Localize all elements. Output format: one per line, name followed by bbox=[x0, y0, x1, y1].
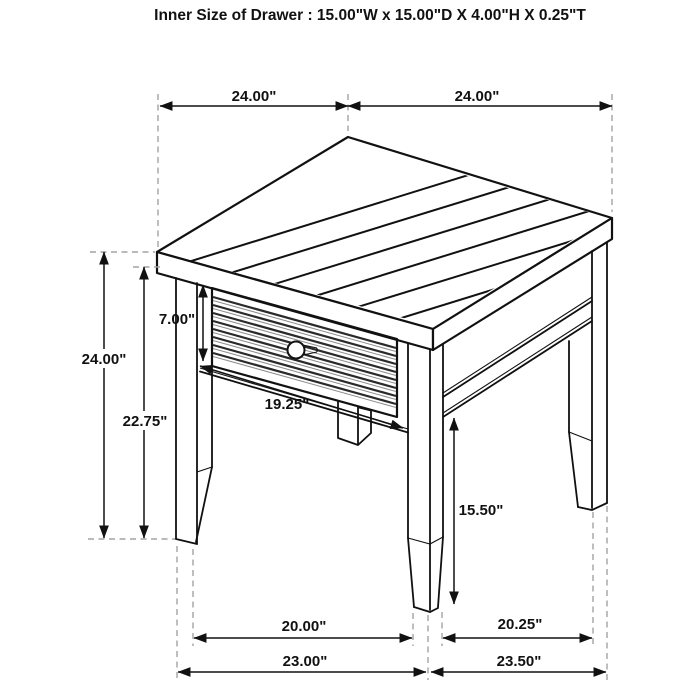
dim-label-side-inner-leg-span: 20.25" bbox=[497, 616, 543, 633]
dim-label-top-depth-right: 24.00" bbox=[454, 88, 500, 105]
dim-label-front-inner-leg-span: 20.00" bbox=[281, 618, 327, 635]
dim-label-underside-height: 22.75" bbox=[122, 413, 168, 430]
dim-label-side-overall-depth: 23.50" bbox=[496, 653, 542, 670]
dim-label-overall-height: 24.00" bbox=[81, 351, 127, 368]
drawer-inner-size-title: Inner Size of Drawer : 15.00"W x 15.00"D X 4.00"H X 0.25"T bbox=[154, 7, 586, 24]
dim-label-floor-to-apron: 15.50" bbox=[458, 502, 504, 519]
dim-label-drawer-face-width: 19.25" bbox=[264, 396, 310, 413]
right-back-leg bbox=[569, 242, 607, 510]
dim-label-drawer-face-height: 7.00" bbox=[158, 311, 196, 328]
dim-label-front-overall-width: 23.00" bbox=[282, 653, 328, 670]
drawer-support-block bbox=[338, 402, 371, 445]
dim-label-top-width-left: 24.00" bbox=[231, 88, 277, 105]
front-corner-leg bbox=[397, 339, 443, 612]
